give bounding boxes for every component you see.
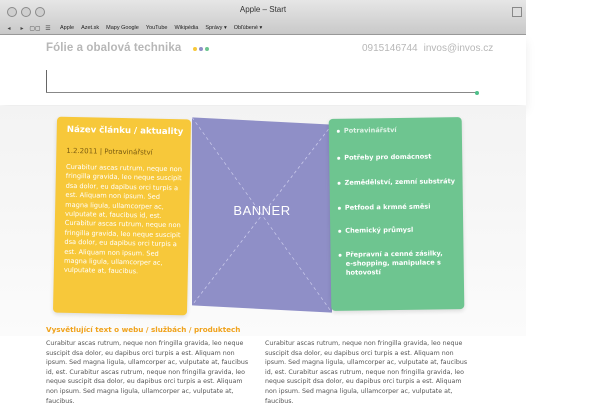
window-title: Apple – Start	[239, 5, 287, 14]
reading-list-icon[interactable]: ▢▢	[29, 24, 41, 32]
category-menu	[329, 117, 465, 311]
article-title[interactable]: Název článku / aktuality	[66, 124, 184, 138]
bookmark-wikipedia[interactable]: Wikipédia	[174, 25, 199, 31]
bookmark-google-maps[interactable]: Mapy Google	[106, 25, 139, 31]
article-date: 1.2.2011 | Potravinářství	[66, 146, 153, 157]
logo-dot-yellow	[193, 47, 197, 51]
bookmark-favorites-menu[interactable]: Obľúbené ▾	[233, 25, 263, 31]
contact-phone[interactable]: 0915146744	[362, 43, 418, 54]
intro-column-right: Curabitur ascas rutrum, neque non fringilla gravida, leo neque suscipit dsa dolor, eu dapibus orci turpis a est. Aliquam non ipsum. Sed magna ligula, ullamcorper ac, vulputate at, faucibus id, est. Curabitur ascas rutrum, neque non fringilla gravida, leo neque suscipit dsa dolor, eu dapibus orci turpis a est. Aliquam non ipsum. Sed magna ligula, ullamcorper ac, vulputate at, faucibus.	[265, 340, 468, 405]
search-indicator-icon	[475, 91, 479, 95]
category-item[interactable]: Petfood a krmné směsi	[338, 202, 458, 213]
site-logo[interactable]: Fólie a obalová technika	[46, 42, 182, 54]
fullscreen-button[interactable]	[512, 7, 522, 17]
logo-dots	[193, 47, 209, 51]
nav-buttons	[4, 24, 53, 32]
forward-icon[interactable]: ▸	[20, 24, 24, 32]
search-input-line[interactable]	[46, 92, 476, 93]
category-item[interactable]: Zemědělství, zemní substráty	[338, 177, 458, 188]
title-bar	[0, 0, 526, 22]
bullet-icon	[337, 130, 340, 133]
logo-dot-green	[205, 47, 209, 51]
back-icon[interactable]: ◂	[7, 24, 11, 32]
bullet-icon	[338, 182, 341, 185]
browser-chrome	[0, 0, 526, 35]
bullet-icon	[337, 157, 340, 160]
category-item[interactable]: Potravinářství	[337, 125, 457, 136]
contact-info	[362, 43, 499, 54]
category-item[interactable]: Přepravní a cenné zásilky, e-shopping, manipulace s hotovostí	[339, 249, 449, 278]
search-cursor	[46, 70, 47, 93]
article-excerpt: Curabitur ascas rutrum, neque non fringilla gravida, leo neque suscipit dsa dolor, eu dapibus orci turpis a est. Aliquam non ipsum. Sed magna ligula, ullamcorper ac, vulputate at, faucibus id, est. Curabitur ascas rutrum, neque non fringilla gravida, leo neque suscipit dsa dolor, eu dapibus orci turpis a est. Aliquam non ipsum. Sed magna ligula, ullamcorper ac, vulputate at, faucibus.	[63, 162, 182, 276]
bookmark-azet[interactable]: Azet.sk	[81, 25, 100, 31]
category-item[interactable]: Chemický průmysl	[338, 225, 458, 236]
banner-label: BANNER	[233, 203, 291, 218]
logo-dot-purple	[199, 47, 203, 51]
article-card[interactable]	[53, 117, 191, 316]
bullet-icon	[339, 254, 342, 257]
bullet-icon	[338, 230, 341, 233]
category-item[interactable]: Potřeby pro domácnost	[337, 152, 457, 163]
bookmark-youtube[interactable]: YouTube	[145, 25, 168, 31]
intro-title: Vysvětlující text o webu / službách / produktech	[46, 325, 241, 334]
bookmarks-icon[interactable]: ☰	[45, 24, 51, 32]
bookmarks-bar	[0, 22, 526, 34]
bullet-icon	[338, 207, 341, 210]
bookmark-apple[interactable]: Apple	[60, 25, 75, 31]
contact-email[interactable]: invos@invos.cz	[423, 43, 494, 54]
intro-column-left: Curabitur ascas rutrum, neque non fringilla gravida, leo neque suscipit dsa dolor, eu dapibus orci turpis a est. Aliquam non ipsum. Sed magna ligula, ullamcorper ac, vulputate at, faucibus id, est. Curabitur ascas rutrum, neque non fringilla gravida, leo neque suscipit dsa dolor, eu dapibus orci turpis a est. Aliquam non ipsum. Sed magna ligula, ullamcorper ac, vulputate at, faucibus.	[46, 340, 249, 405]
bookmark-news-menu[interactable]: Správy ▾	[205, 25, 227, 31]
